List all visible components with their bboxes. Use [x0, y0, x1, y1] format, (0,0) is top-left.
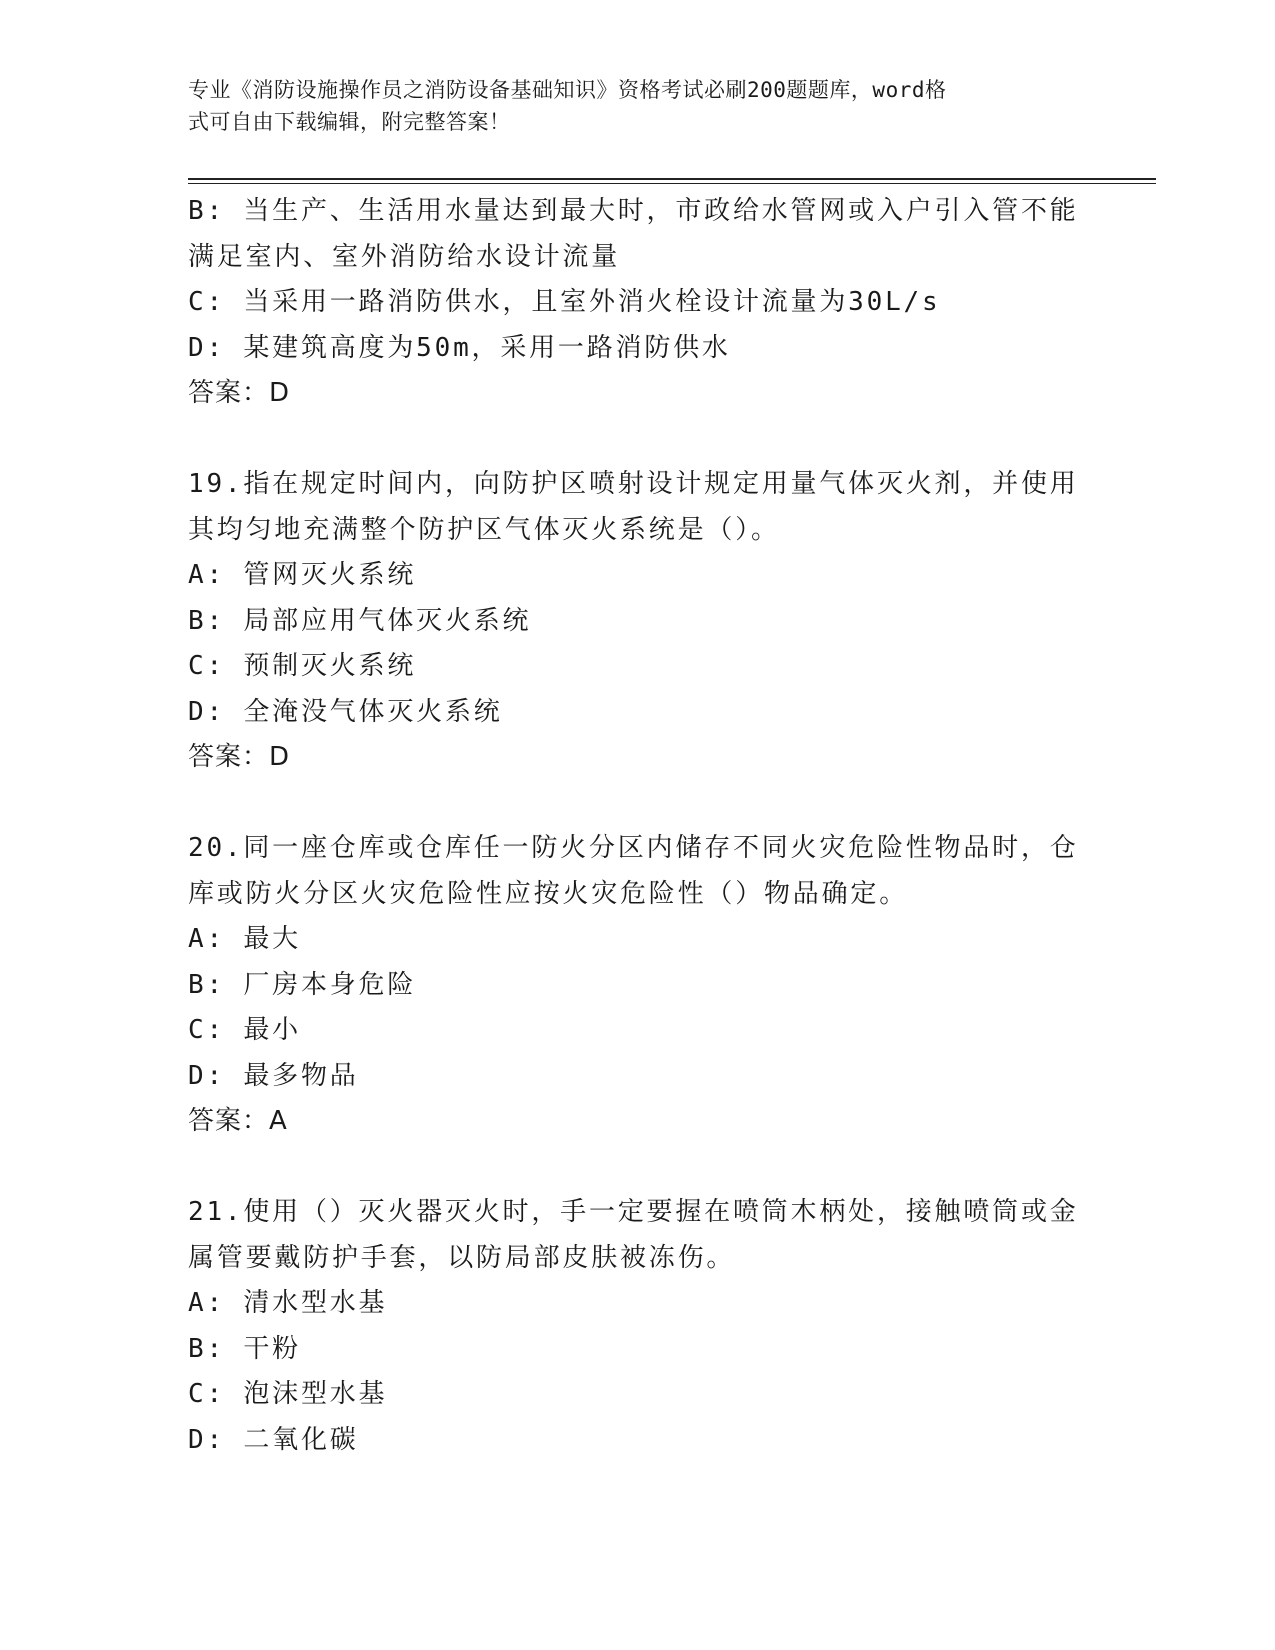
option-a: A: 清水型水基: [188, 1288, 388, 1318]
question-stem-line-2: 库或防火分区火灾危险性应按火灾危险性（）物品确定。: [188, 878, 909, 909]
option-d: D: 全淹没气体灭火系统: [188, 696, 503, 727]
option-d: D: 二氧化碳: [188, 1424, 359, 1455]
option-b: B: 干粉: [188, 1333, 301, 1364]
question-stem-line-2: 其均匀地充满整个防护区气体灭火系统是（）。: [188, 514, 780, 545]
answer-line: 答案：A: [188, 1106, 288, 1136]
header-line-1: 专业《消防设施操作员之消防设备基础知识》资格考试必刷200题题库，word格: [188, 78, 947, 102]
question-18-continued: [188, 189, 1078, 417]
question-stem-line-1: 20.同一座仓库或仓库任一防火分区内储存不同火灾危险性物品时，仓: [188, 833, 1079, 863]
option-d: D: 某建筑高度为50m，采用一路消防供水: [188, 332, 731, 363]
option-c: C: 预制灭火系统: [188, 651, 417, 681]
document-header: [188, 74, 1068, 138]
spacer: [188, 781, 1078, 827]
question-list: [188, 189, 1078, 1463]
answer-line: 答案：D: [188, 742, 291, 772]
header-divider-thin: [188, 183, 1156, 184]
question-21: [188, 1190, 1078, 1463]
option-b: B: 厂房本身危险: [188, 969, 417, 1000]
question-stem-line-1: 21.使用（）灭火器灭火时，手一定要握在喷筒木柄处，接触喷筒或金: [188, 1197, 1079, 1227]
header-divider-thick: [188, 178, 1156, 180]
question-stem-line-2: 属管要戴防护手套，以防局部皮肤被冻伤。: [188, 1242, 736, 1273]
option-c: C: 最小: [188, 1015, 301, 1045]
spacer: [188, 1145, 1078, 1191]
spacer: [188, 417, 1078, 463]
header-line-2: 式可自由下载编辑，附完整答案！: [188, 110, 511, 134]
question-19: [188, 462, 1078, 781]
option-b-line-1: B: 当生产、生活用水量达到最大时，市政给水管网或入户引入管不能: [188, 196, 1079, 226]
option-c: C: 当采用一路消防供水，且室外消火栓设计流量为30L/s: [188, 287, 941, 317]
question-20: [188, 826, 1078, 1145]
option-a: A: 管网灭火系统: [188, 560, 417, 590]
option-c: C: 泡沫型水基: [188, 1379, 388, 1409]
option-d: D: 最多物品: [188, 1060, 359, 1091]
question-stem-line-1: 19.指在规定时间内，向防护区喷射设计规定用量气体灭火剂，并使用: [188, 469, 1079, 499]
option-b-line-2: 满足室内、室外消防给水设计流量: [188, 241, 621, 272]
option-a: A: 最大: [188, 924, 301, 954]
option-b: B: 局部应用气体灭火系统: [188, 605, 532, 636]
answer-line: 答案：D: [188, 378, 291, 408]
